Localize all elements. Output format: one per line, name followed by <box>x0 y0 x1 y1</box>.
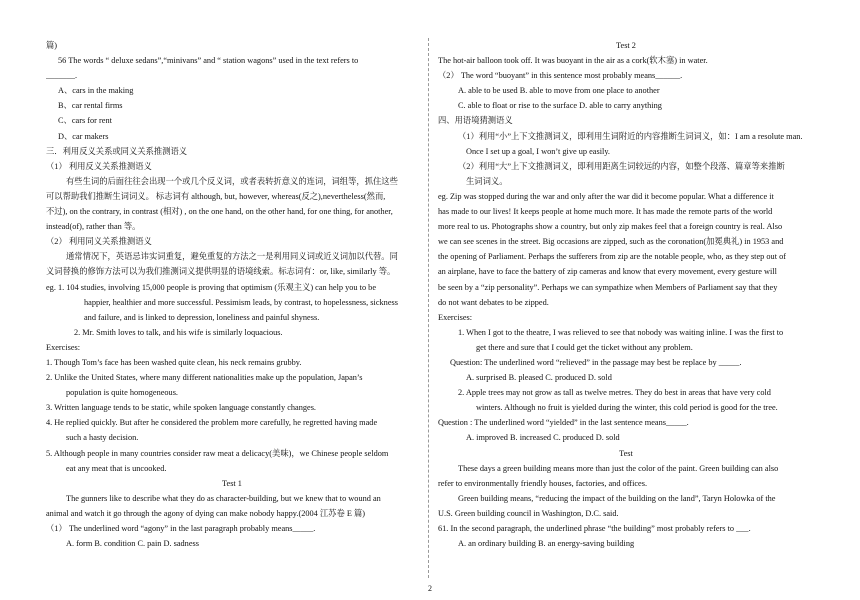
text-line: instead(of), rather than 等。 <box>46 222 141 232</box>
text-line: eg. Zip was stopped during the war and only after the war did it become popular. What a difference it <box>438 191 774 201</box>
text-line: A. an ordinary building B. an energy-saving building <box>458 539 635 549</box>
text-line: 4. He replied quickly. But after he considered the problem more carefully, he regretted having made <box>46 418 378 428</box>
text-line: _______. <box>46 71 78 81</box>
text-line: Exercises: <box>46 342 81 352</box>
text-line: The gunners like to describe what they do as character-building, but we knew that to wound an <box>66 493 381 503</box>
text-line: happier, healthier and more successful. Pessimism leads, by contrast, to hopelessness, sickness <box>84 297 398 307</box>
text-line: the opening of Parliament. Perhaps the sufferers from zip are the notable people, who, as they step out of <box>438 252 786 262</box>
text-line: （1） The underlined word “agony” in the last paragraph probably means_____. <box>46 524 316 533</box>
text-line: C. able to float or rise to the surface D. able to carry anything <box>458 101 662 111</box>
text-line: A. surprised B. pleased C. produced D. sold <box>466 373 612 383</box>
text-line: The hot-air balloon took off. It was buoyant in the air as a cork(软木塞) in water. <box>438 56 708 66</box>
text-line: Test <box>619 448 633 458</box>
text-line: be seen by a “zip personality”. Perhaps we can sympathize when Members of Parliament say that they <box>438 282 778 292</box>
text-line: Question : The underlined word “yielded” in the last sentence means_____. <box>438 418 689 428</box>
text-line: has made to our lives! It keeps people at home much more. It has made the remote parts of the world <box>438 207 773 217</box>
text-line: 不过), on the contrary, in contrast (相对) , on the one hand, on the other hand, for one thing, for another, <box>46 207 393 217</box>
text-line: A、cars in the making <box>58 86 134 96</box>
column-divider <box>428 38 429 578</box>
text-line: 2. Unlike the United States, where many different nationalities make up the population, Japan’s <box>46 373 363 383</box>
text-line: 1. Though Tom’s face has been washed quite clean, his neck remains grubby. <box>46 357 302 367</box>
text-line: 义词替换的修饰方法可以为我们推测词义提供明显的语境线索。标志词有：or, like, similarly 等。 <box>46 267 396 277</box>
right-column <box>438 38 814 551</box>
page-number: 2 <box>428 584 432 593</box>
text-line: 5. Although people in many countries consider raw meat a delicacy(美味)，we Chinese people seldom <box>46 448 389 458</box>
text-line: an airplane, have to face the battery of zip cameras and know that every movement, every gesture will <box>438 267 777 277</box>
text-line: eat any meat that is uncooked. <box>66 463 167 473</box>
text-line: （2）利用“大”上下文推测词义，即利用距离生词较远的内容，如整个段落、篇章等来推断 <box>458 161 785 171</box>
text-line: Test 2 <box>616 41 636 50</box>
text-line: 56 The words “ deluxe sedans”,“minivans” and “ station wagons” used in the text refers to <box>58 56 359 66</box>
text-line: Question: The underlined word “relieved” in the passage may best be replace by _____. <box>450 357 742 367</box>
text-line: （1）利用“小”上下文推测词义，即利用生词附近的内容推断生词词义，如：I am a resolute man. <box>458 131 803 141</box>
text-line: winters. Although no fruit is yielded during the winter, this cold period is good for the tree. <box>476 403 778 413</box>
text-line: 四、用语境猜测语义 <box>438 116 513 126</box>
text-line: Test 1 <box>222 478 242 488</box>
text-line: 通常情况下，英语忌讳实词重复，避免重复的方法之一是利用同义词或近义词加以代替。同 <box>66 252 398 262</box>
text-line: animal and watch it go through the agony of dying can make nobody happy.(2004 江苏卷 E 篇) <box>46 508 366 518</box>
text-line: 1. When I got to the theatre, I was relieved to see that nobody was waiting inline. I was the first to <box>458 327 784 337</box>
text-line: Green building means, “reducing the impact of the building on the land”, Taryn Holowka of the <box>458 493 776 503</box>
text-line: U.S. Green building council in Washington, D.C. said. <box>438 508 619 518</box>
text-line: （2） 利用同义关系推测语义 <box>46 237 152 247</box>
text-line: Once I set up a goal, I won’t give up easily. <box>466 146 611 156</box>
left-column <box>46 38 418 551</box>
text-line: get there and sure that I could get the ticket without any problem. <box>476 342 693 352</box>
text-line: C、cars for rent <box>58 116 112 126</box>
text-line: （1） 利用反义关系推测语义 <box>46 161 152 171</box>
text-line: population is quite homogeneous. <box>66 388 178 398</box>
text-line: 三．利用反义关系或同义关系推测语义 <box>46 146 188 156</box>
text-line: refer to environmentally friendly houses, factories, and offices. <box>438 478 648 488</box>
text-line: 61. In the second paragraph, the underlined phrase “the building” most probably refers to ___. <box>438 524 751 533</box>
text-line: （2） The word “buoyant” in this sentence most probably means______. <box>438 71 683 81</box>
text-line: 生词词义。 <box>466 176 508 186</box>
text-line: These days a green building means more than just the color of the paint. Green building can also <box>458 463 779 473</box>
text-line: A. form B. condition C. pain D. sadness <box>66 539 199 549</box>
text-line: Exercises: <box>438 312 473 322</box>
text-line: B、car rental firms <box>58 101 123 111</box>
text-line: such a hasty decision. <box>66 433 139 443</box>
text-line: A. able to be used B. able to move from one place to another <box>458 86 660 96</box>
text-line: eg. 1. 104 studies, involving 15,000 people is proving that optimism (乐观主义) can help you to be <box>46 282 376 292</box>
text-line: 篇) <box>46 41 58 50</box>
text-line: D、car makers <box>58 131 109 141</box>
text-line: do not want debates to be zipped. <box>438 297 549 307</box>
text-line: 3. Written language tends to be static, while spoken language constantly changes. <box>46 403 317 413</box>
text-line: and failure, and is linked to depression, loneliness and painful shyness. <box>84 312 320 322</box>
text-line: A. improved B. increased C. produced D. sold <box>466 433 620 443</box>
text-line: 可以帮助我们推断生词词义。 标志词有 although, but, however, whereas(反之),nevertheless(然而, <box>46 191 386 201</box>
text-line: more real to us. Photographs show a country, but only zip makes feel that a foreign country is real. Also <box>438 222 783 232</box>
text-line: 2. Apple trees may not grow as tall as twelve metres. They do best in areas that have very cold <box>458 388 771 398</box>
text-line: 2. Mr. Smith loves to talk, and his wife is similarly loquacious. <box>74 327 283 337</box>
text-line: we can see scenes in the street. Big occasions are zipped, such as the coronation(加冕典礼) in 1953 and <box>438 237 784 247</box>
text-line: 有些生词的后面往往会出现一个或几个反义词，或者表转折意义的连词，词组等，抓住这些 <box>66 176 398 186</box>
